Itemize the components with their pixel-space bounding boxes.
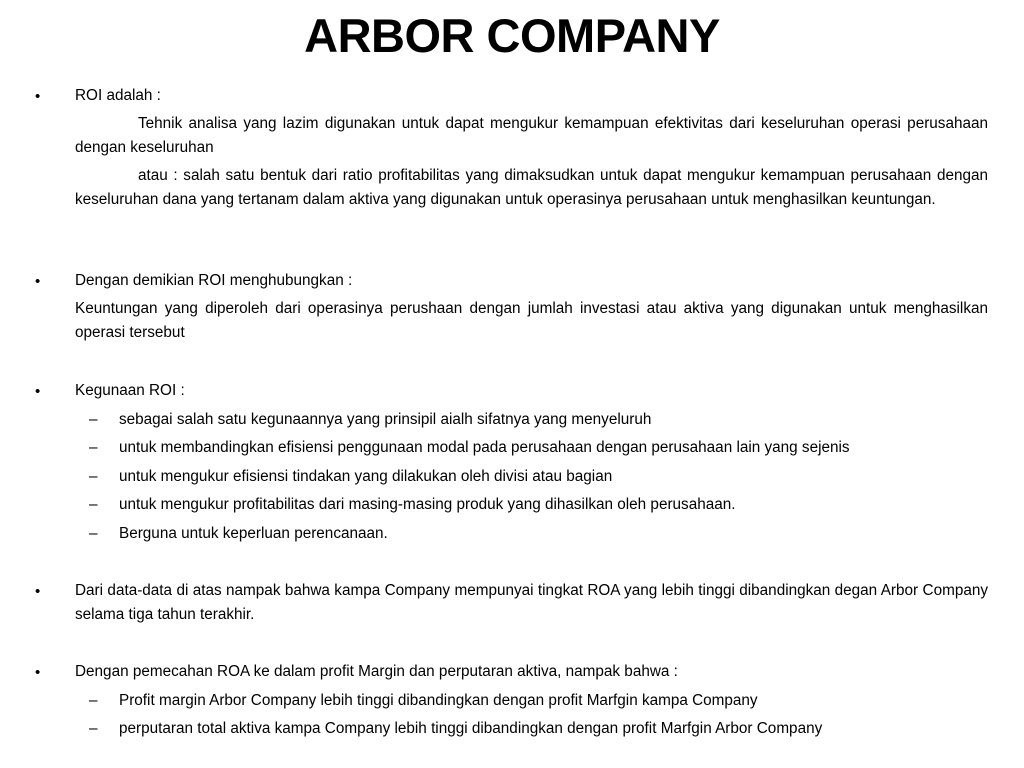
dash-icon: – <box>89 411 98 428</box>
dash-icon: – <box>89 468 98 485</box>
list-item: Profit margin Arbor Company lebih tinggi dibandingkan dengan profit Marfgin kampa Company <box>119 692 758 709</box>
section-roi-label: ROI adalah : <box>75 87 161 104</box>
bullet-icon: • <box>35 273 41 290</box>
bullet-icon: • <box>35 383 41 400</box>
list-item: untuk membandingkan efisiensi penggunaan modal pada perusahaan dengan perusahaan lain yang sejenis <box>119 439 850 456</box>
section-roi-relation-label: Dengan demikian ROI menghubungkan : <box>75 272 353 289</box>
bullet-icon: • <box>35 664 41 681</box>
list-item: untuk mengukur profitabilitas dari masing-masing produk yang dihasilkan oleh perusahaan. <box>119 496 736 513</box>
section-comparison-text: Dari data-data di atas nampak bahwa kampa Company mempunyai tingkat ROA yang lebih tinggi dibandingkan degan Arbor Company selama tiga tahun terakhir. <box>75 582 988 623</box>
section-roi-definition: Tehnik analisa yang lazim digunakan untuk dapat mengukur kemampuan efektivitas dari keseluruhan operasi perusahaan dengan keseluruhan <box>75 115 988 156</box>
slide-title: ARBOR COMPANY <box>304 9 720 62</box>
list-item: Berguna untuk keperluan perencanaan. <box>119 525 388 542</box>
dash-icon: – <box>89 525 98 542</box>
dash-icon: – <box>89 496 98 513</box>
section-roi-uses-label: Kegunaan ROI : <box>75 382 185 399</box>
bullet-icon: • <box>35 583 41 600</box>
dash-icon: – <box>89 720 98 737</box>
dash-icon: – <box>89 439 98 456</box>
list-item: untuk mengukur efisiensi tindakan yang dilakukan oleh divisi atau bagian <box>119 468 613 485</box>
list-item: sebagai salah satu kegunaannya yang prinsipil aialh sifatnya yang menyeluruh <box>119 411 652 428</box>
section-roa-breakdown-label: Dengan pemecahan ROA ke dalam profit Margin dan perputaran aktiva, nampak bahwa : <box>75 663 678 680</box>
list-item: perputaran total aktiva kampa Company lebih tinggi dibandingkan dengan profit Marfgin Arbor Company <box>119 720 823 737</box>
section-roi-alternative: atau : salah satu bentuk dari ratio profitabilitas yang dimaksudkan untuk dapat mengukur kemampuan perusahaan dengan keseluruhan dana yang tertanam dalam aktiva yang digunakan untuk operasinya perusahaan untuk menghasilkan keuntungan. <box>75 167 988 208</box>
bullet-icon: • <box>35 88 41 105</box>
section-roi-relation-text: Keuntungan yang diperoleh dari operasinya perushaan dengan jumlah investasi atau aktiva yang digunakan untuk menghasilkan operasi tersebut <box>75 300 988 341</box>
dash-icon: – <box>89 692 98 709</box>
